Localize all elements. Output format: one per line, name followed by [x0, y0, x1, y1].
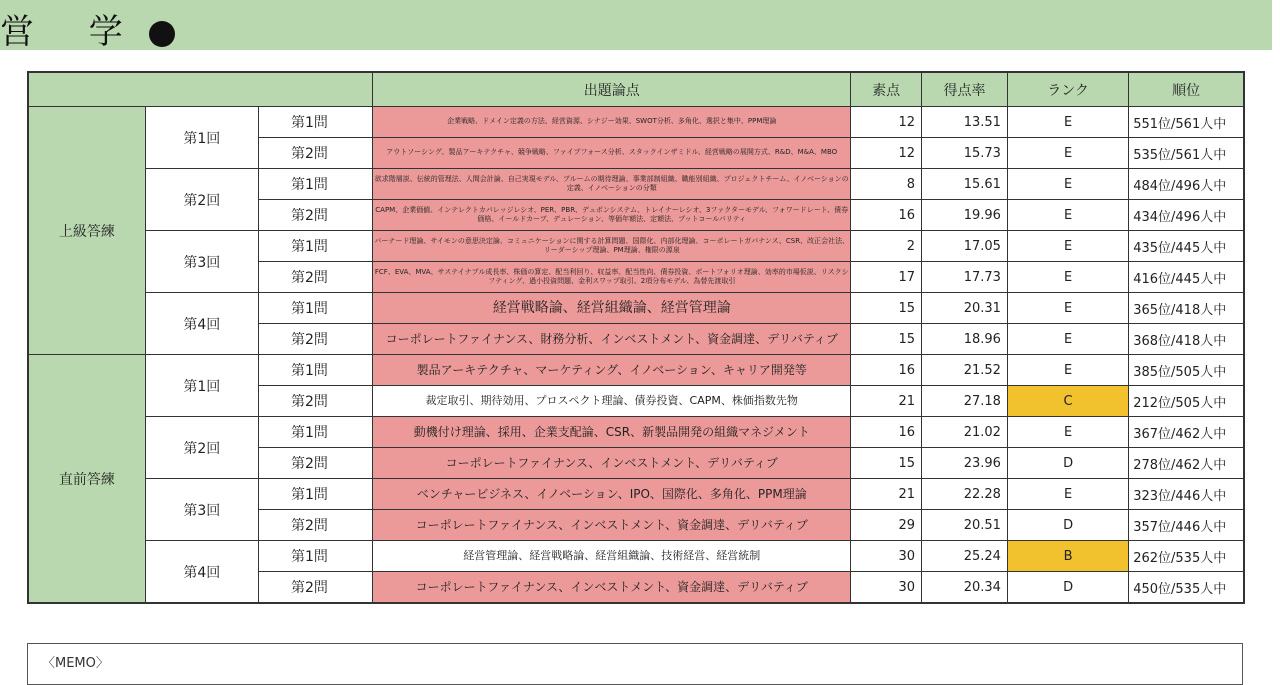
score-table-body	[28, 107, 1244, 604]
score-rate: 18.96	[922, 324, 1008, 355]
table-row	[28, 541, 1244, 572]
topic-cell: 経営戦略論、経営組織論、経営管理論	[373, 293, 851, 324]
topic-cell: アウトソーシング、製品アーキテクチャ、競争戦略、ファイブフォース分析、スタックインザミドル、経営戦略の展開方式、R&D、M&A、MBO	[373, 138, 851, 169]
topic-cell: 製品アーキテクチャ、マーケティング、イノベーション、キャリア開発等	[373, 355, 851, 386]
score-rate: 20.31	[922, 293, 1008, 324]
score-rate: 17.73	[922, 262, 1008, 293]
rank-cell: E	[1007, 138, 1128, 169]
score-rate: 25.24	[922, 541, 1008, 572]
raw-score: 30	[851, 572, 922, 604]
order-cell: 435位/445人中	[1129, 231, 1244, 262]
question-number: 第2問	[258, 448, 372, 479]
order-cell: 551位/561人中	[1129, 107, 1244, 138]
score-rate: 15.73	[922, 138, 1008, 169]
question-number: 第1問	[258, 169, 372, 200]
order-cell: 535位/561人中	[1129, 138, 1244, 169]
question-number: 第1問	[258, 417, 372, 448]
question-number: 第2問	[258, 200, 372, 231]
question-number: 第1問	[258, 541, 372, 572]
page-title-text: 営 学	[0, 12, 145, 52]
raw-score: 12	[851, 138, 922, 169]
table-row	[28, 231, 1244, 262]
score-rate: 22.28	[922, 479, 1008, 510]
score-rate: 23.96	[922, 448, 1008, 479]
order-cell: 434位/496人中	[1129, 200, 1244, 231]
rank-cell: E	[1007, 107, 1128, 138]
header-order: 順位	[1129, 72, 1244, 107]
raw-score: 16	[851, 417, 922, 448]
question-number: 第1問	[258, 479, 372, 510]
round-label: 第1回	[145, 355, 258, 417]
round-label: 第1回	[145, 107, 258, 169]
score-table	[27, 71, 1245, 604]
topic-cell: コーポレートファイナンス、財務分析、インベストメント、資金調達、デリバティブ	[373, 324, 851, 355]
question-number: 第1問	[258, 231, 372, 262]
rank-cell: E	[1007, 231, 1128, 262]
question-number: 第2問	[258, 324, 372, 355]
score-rate: 21.52	[922, 355, 1008, 386]
rank-cell: E	[1007, 200, 1128, 231]
order-cell: 416位/445人中	[1129, 262, 1244, 293]
round-label: 第3回	[145, 231, 258, 293]
score-rate: 15.61	[922, 169, 1008, 200]
table-row	[28, 107, 1244, 138]
table-row	[28, 417, 1244, 448]
topic-cell: 企業戦略、ドメイン定義の方法、経営資源、シナジー効果、SWOT分析、多角化、選択と集中、PPM理論	[373, 107, 851, 138]
raw-score: 21	[851, 386, 922, 417]
order-cell: 212位/505人中	[1129, 386, 1244, 417]
order-cell: 484位/496人中	[1129, 169, 1244, 200]
question-number: 第2問	[258, 138, 372, 169]
order-cell: 357位/446人中	[1129, 510, 1244, 541]
score-rate: 17.05	[922, 231, 1008, 262]
round-label: 第3回	[145, 479, 258, 541]
topic-cell: コーポレートファイナンス、インベストメント、デリバティブ	[373, 448, 851, 479]
raw-score: 15	[851, 448, 922, 479]
header-topic: 出題論点	[373, 72, 851, 107]
topic-cell: ベンチャービジネス、イノベーション、IPO、国際化、多角化、PPM理論	[373, 479, 851, 510]
order-cell: 323位/446人中	[1129, 479, 1244, 510]
order-cell: 450位/535人中	[1129, 572, 1244, 604]
question-number: 第1問	[258, 107, 372, 138]
score-rate: 13.51	[922, 107, 1008, 138]
raw-score: 16	[851, 355, 922, 386]
table-row	[28, 479, 1244, 510]
question-number: 第2問	[258, 572, 372, 604]
topic-cell: 経営管理論、経営戦略論、経営組織論、技術経営、経営統制	[373, 541, 851, 572]
raw-score: 21	[851, 479, 922, 510]
header-row	[28, 72, 1244, 107]
round-label: 第4回	[145, 541, 258, 604]
order-cell: 367位/462人中	[1129, 417, 1244, 448]
header-blank	[28, 72, 373, 107]
topic-cell: 動機付け理論、採用、企業支配論、CSR、新製品開発の組織マネジメント	[373, 417, 851, 448]
raw-score: 17	[851, 262, 922, 293]
rank-cell: E	[1007, 355, 1128, 386]
rank-cell: E	[1007, 293, 1128, 324]
order-cell: 368位/418人中	[1129, 324, 1244, 355]
question-number: 第1問	[258, 355, 372, 386]
score-rate: 21.02	[922, 417, 1008, 448]
rank-cell: D	[1007, 448, 1128, 479]
topic-cell: バーナード理論、サイモンの意思決定論、コミュニケーションに関する計算問題、国際化、内部化理論、コーポレートガバナンス、CSR、改正会社法、リーダーシップ理論、PM理論、権限の源泉	[373, 231, 851, 262]
round-label: 第4回	[145, 293, 258, 355]
rank-cell: E	[1007, 262, 1128, 293]
question-number: 第2問	[258, 262, 372, 293]
memo-label: 〈MEMO〉	[42, 656, 109, 671]
round-label: 第2回	[145, 169, 258, 231]
score-rate: 27.18	[922, 386, 1008, 417]
rank-cell: E	[1007, 324, 1128, 355]
question-number: 第2問	[258, 510, 372, 541]
order-cell: 365位/418人中	[1129, 293, 1244, 324]
rank-cell: E	[1007, 417, 1128, 448]
rank-cell: D	[1007, 572, 1128, 604]
group-label: 上級答練	[28, 107, 145, 355]
score-rate: 19.96	[922, 200, 1008, 231]
topic-cell: コーポレートファイナンス、インベストメント、資金調達、デリバティブ	[373, 572, 851, 604]
bullet-dot-icon	[149, 21, 175, 47]
score-rate: 20.34	[922, 572, 1008, 604]
page-title	[0, 4, 175, 53]
table-row	[28, 169, 1244, 200]
rank-cell: D	[1007, 510, 1128, 541]
header-rank: ランク	[1007, 72, 1128, 107]
raw-score: 12	[851, 107, 922, 138]
memo-box	[27, 643, 1243, 685]
header-score-rate: 得点率	[922, 72, 1008, 107]
rank-cell: C	[1007, 386, 1128, 417]
rank-cell: E	[1007, 169, 1128, 200]
topic-cell: コーポレートファイナンス、インベストメント、資金調達、デリバティブ	[373, 510, 851, 541]
order-cell: 385位/505人中	[1129, 355, 1244, 386]
group-label: 直前答練	[28, 355, 145, 604]
topic-cell: CAPM、企業価値、インテレクトカバレッジレシオ、PER、PBR、デュポンシステム、トレイナーレシオ、3ファクターモデル、フォワードレート、債券価格、イールドカーブ、デュレーション、等価年額法、定額法、プットコールパリティ	[373, 200, 851, 231]
title-banner	[0, 0, 1272, 50]
raw-score: 15	[851, 324, 922, 355]
raw-score: 2	[851, 231, 922, 262]
raw-score: 30	[851, 541, 922, 572]
question-number: 第2問	[258, 386, 372, 417]
raw-score: 15	[851, 293, 922, 324]
order-cell: 262位/535人中	[1129, 541, 1244, 572]
raw-score: 29	[851, 510, 922, 541]
question-number: 第1問	[258, 293, 372, 324]
order-cell: 278位/462人中	[1129, 448, 1244, 479]
score-rate: 20.51	[922, 510, 1008, 541]
raw-score: 16	[851, 200, 922, 231]
header-raw-score: 素点	[851, 72, 922, 107]
table-row	[28, 293, 1244, 324]
topic-cell: FCF、EVA、MVA、サステイナブル成長率、株価の算定、配当利回り、収益率、配当性向、債券投資、ポートフォリオ理論、効率的市場仮説、リスクシフティング、過小投資問題、金利スワップ取引、2項分布モデル、為替先渡取引	[373, 262, 851, 293]
round-label: 第2回	[145, 417, 258, 479]
table-row	[28, 355, 1244, 386]
rank-cell: B	[1007, 541, 1128, 572]
raw-score: 8	[851, 169, 922, 200]
topic-cell: 欲求階層説、伝統的管理法、人間会計論、自己実現モデル、ブルームの期待理論、事業部制組織、職能別組織、プロジェクトチーム、イノベーションの定義、イノベーションの分類	[373, 169, 851, 200]
topic-cell: 裁定取引、期待効用、プロスペクト理論、債券投資、CAPM、株価指数先物	[373, 386, 851, 417]
rank-cell: E	[1007, 479, 1128, 510]
